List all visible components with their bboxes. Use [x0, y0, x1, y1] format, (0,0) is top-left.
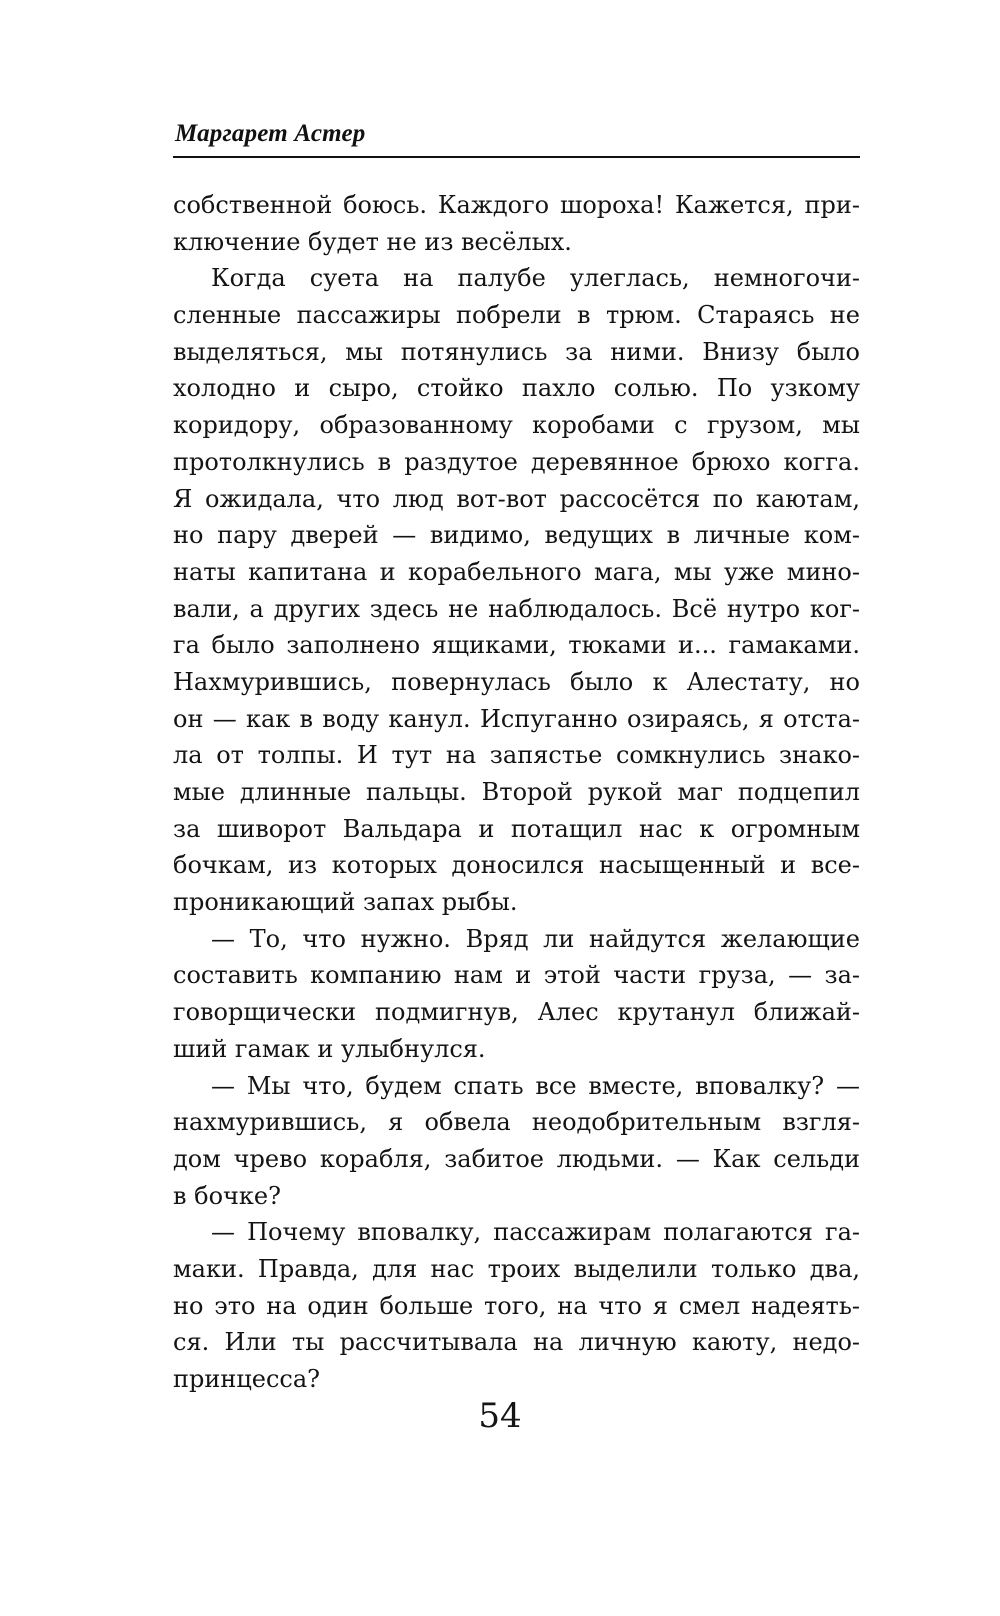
- text-line: наты капитана и корабельного мага, мы уже мино-: [173, 557, 860, 586]
- text-line: собственной боюсь. Каждого шороха! Кажется, при-: [173, 191, 860, 219]
- text-line: но пару дверей — видимо, ведущих в личные ком-: [173, 521, 860, 550]
- text-line: выделяться, мы потянулись за ними. Внизу было: [173, 337, 860, 366]
- page-number: 54: [478, 1396, 522, 1436]
- header-rule: [173, 156, 860, 158]
- text-line: — Мы что, будем спать все вместе, вповалку? —: [211, 1071, 860, 1100]
- running-head-author: Маргарет Астер: [175, 120, 366, 147]
- text-line: — То, что нужно. Вряд ли найдутся желающие: [211, 924, 860, 953]
- text-line: ключение будет не из весёлых.: [173, 227, 572, 256]
- text-line: ший гамак и улыбнулся.: [173, 1034, 486, 1063]
- text-line: — Почему вповалку, пассажирам полагаются га-: [211, 1218, 860, 1247]
- text-line: га было заполнено ящиками, тюками и... гамаками.: [173, 631, 860, 660]
- text-line: за шиворот Вальдара и потащил нас к огромным: [173, 814, 860, 843]
- text-line: сленные пассажиры побрели в трюм. Стараясь не: [173, 301, 860, 330]
- text-line: дом чрево корабля, забитое людьми. — Как сельди: [173, 1144, 860, 1173]
- text-line: вали, а других здесь не наблюдалось. Всё нутро ког-: [173, 594, 860, 623]
- text-line: Когда суета на палубе улеглась, немногочи-: [211, 264, 860, 293]
- text-line: Я ожидала, что люд вот-вот рассосётся по каютам,: [173, 484, 860, 513]
- text-line: но это на один больше того, на что я смел надеять-: [173, 1291, 860, 1320]
- body-text: [173, 187, 860, 1398]
- text-line: в бочке?: [173, 1181, 281, 1210]
- text-line: ла от толпы. И тут на запястье сомкнулись знако-: [173, 741, 860, 770]
- text-line: протолкнулись в раздутое деревянное брюхо когга.: [173, 447, 860, 476]
- text-line: ся. Или ты рассчитывала на личную каюту, недо-: [173, 1328, 860, 1357]
- text-line: коридору, образованному коробами с грузом, мы: [173, 411, 860, 440]
- text-line: принцесса?: [173, 1365, 321, 1393]
- text-line: нахмурившись, я обвела неодобрительным взгля-: [173, 1108, 860, 1137]
- text-line: бочкам, из которых доносился насыщенный и все-: [173, 851, 860, 880]
- text-line: проникающий запах рыбы.: [173, 888, 518, 917]
- text-line: маки. Правда, для нас троих выделили только два,: [173, 1254, 860, 1283]
- text-line: составить компанию нам и этой части груза, — за-: [173, 961, 860, 990]
- text-line: мые длинные пальцы. Второй рукой маг подцепил: [173, 778, 860, 806]
- text-line: он — как в воду канул. Испуганно озираясь, я отста-: [173, 704, 860, 733]
- text-line: говорщически подмигнув, Алес крутанул ближай-: [173, 998, 860, 1027]
- text-line: Нахмурившись, повернулась было к Алестату, но: [173, 667, 860, 696]
- text-line: холодно и сыро, стойко пахло солью. По узкому: [173, 374, 860, 403]
